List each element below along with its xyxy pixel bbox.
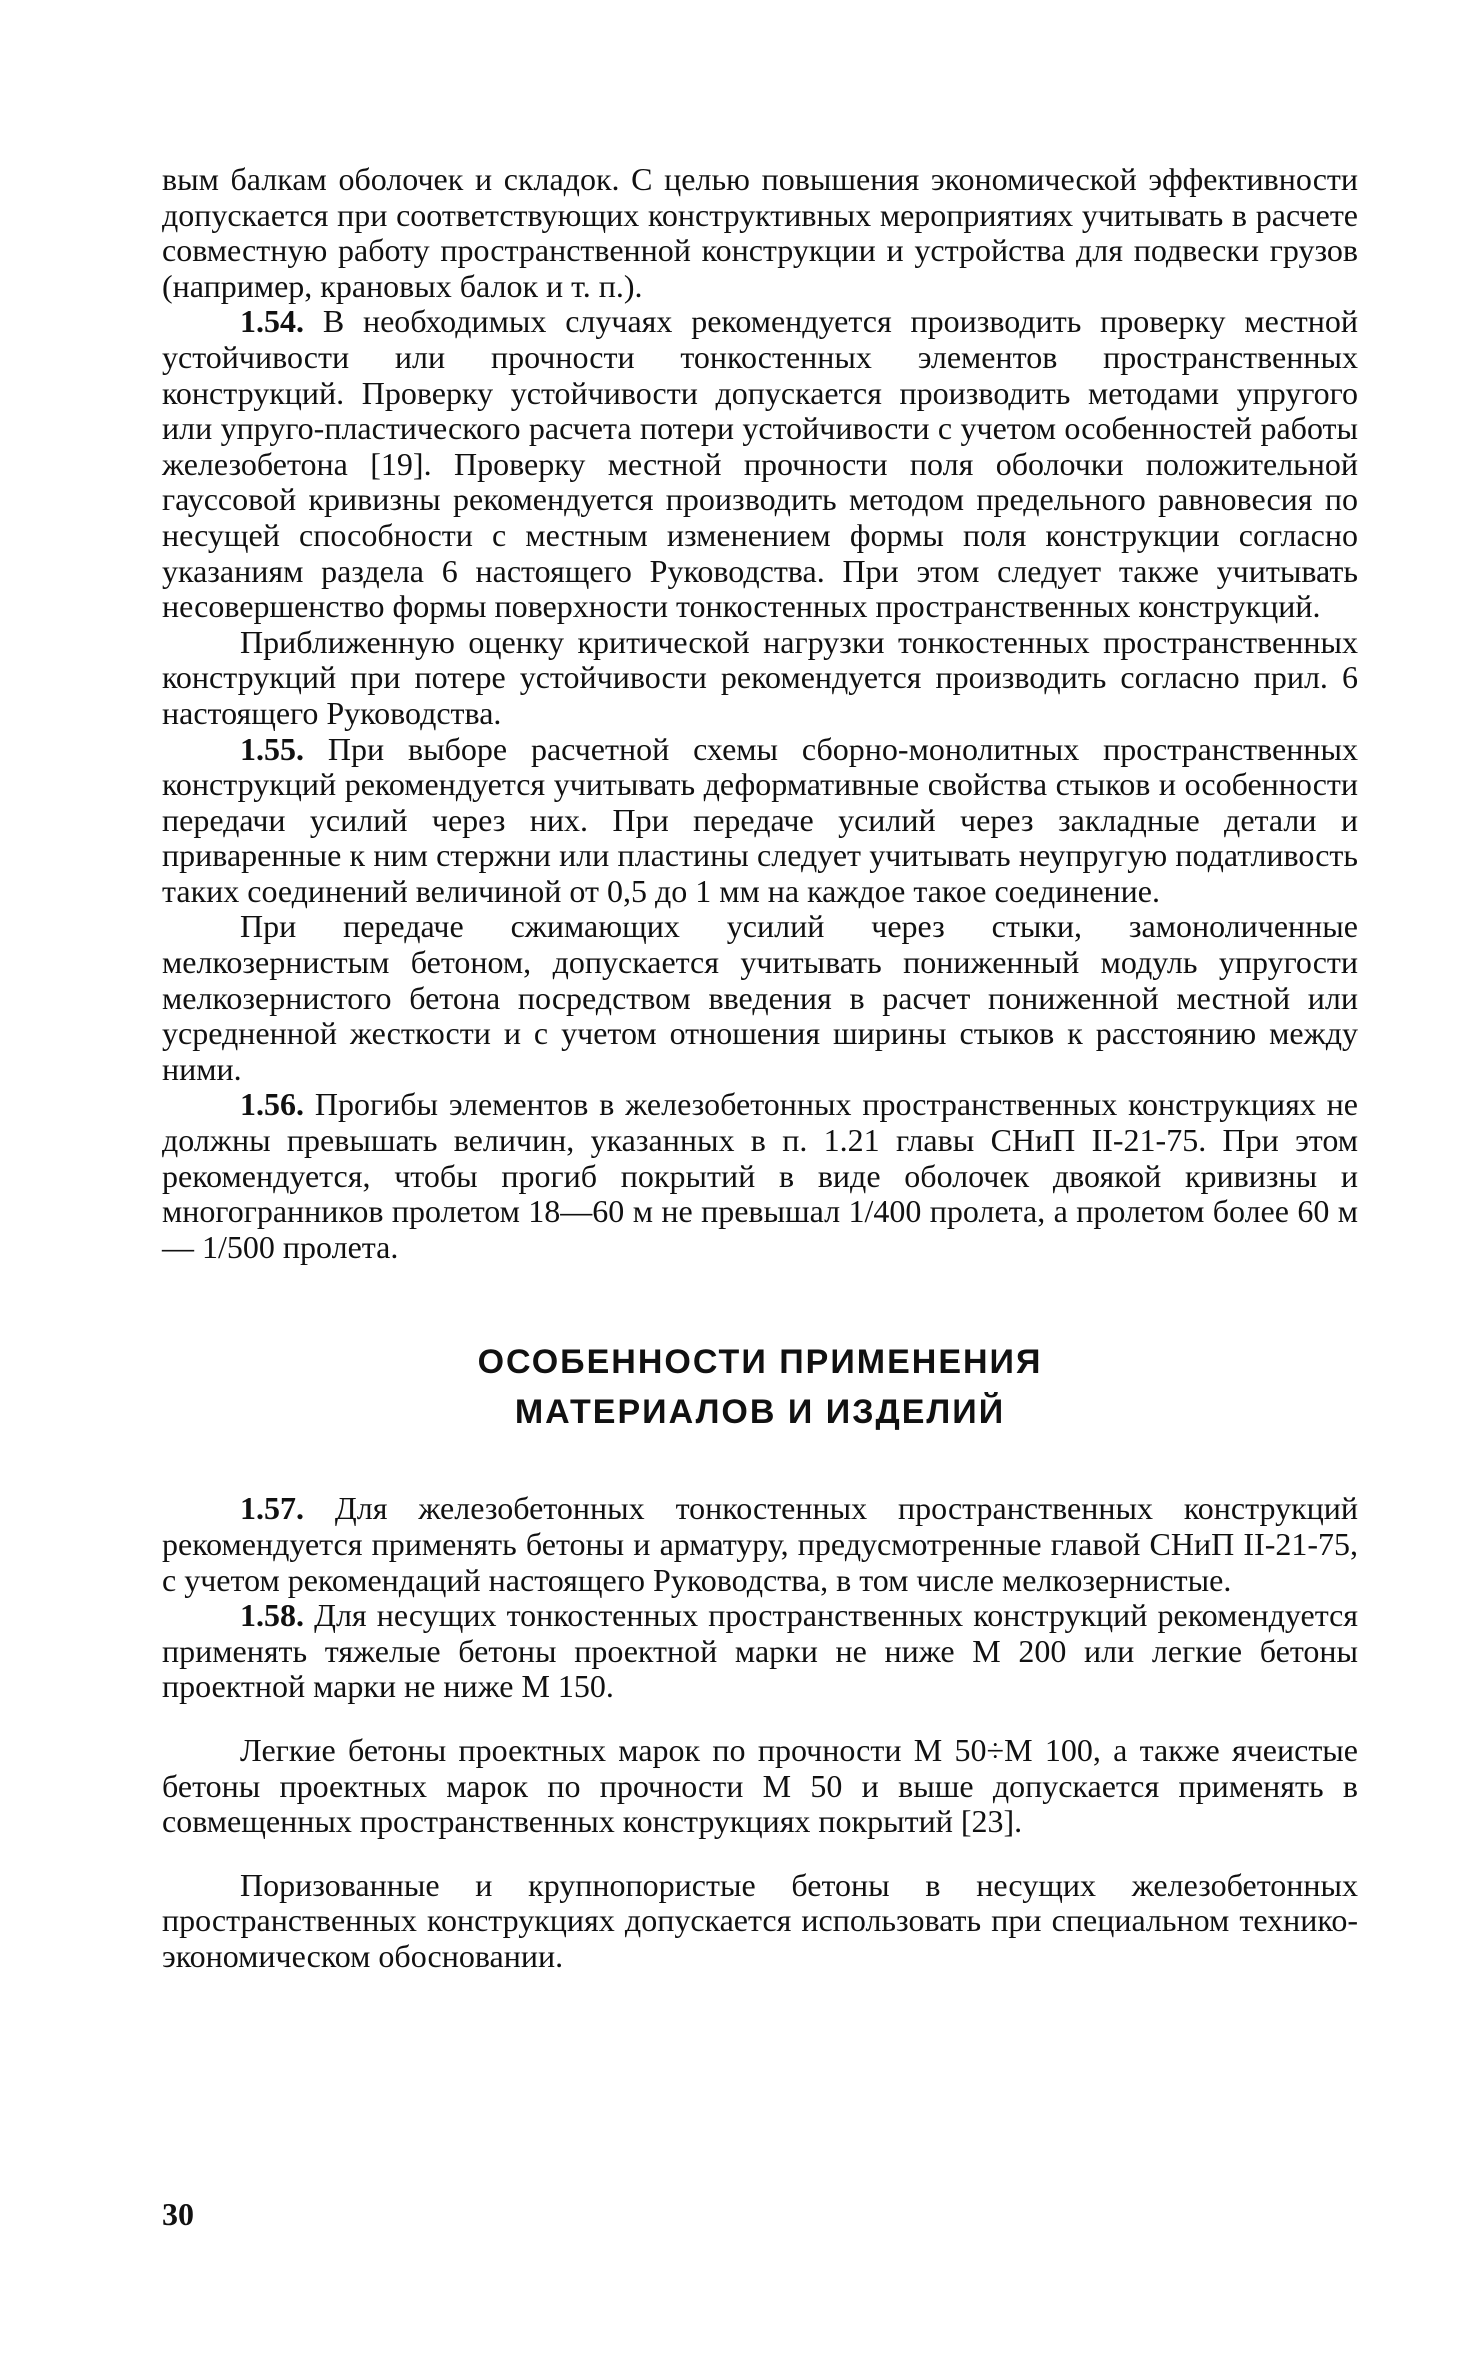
clause-number: 1.54. — [240, 303, 304, 340]
clause-number: 1.58. — [240, 1597, 304, 1634]
paragraph-1-54 — [162, 304, 1358, 624]
paragraph-continuation — [162, 162, 1358, 304]
paragraph-text: Для несущих тонкостенных пространственных конструкций рекомендуется применять тяжелые бетоны проектной марки не ниже М 200 или легкие бетоны проектной марки не ниже М 150. — [162, 1597, 1358, 1705]
clause-number: 1.55. — [240, 730, 304, 767]
paragraph-1-58 — [162, 1598, 1358, 1705]
paragraph-compressive-forces — [162, 909, 1358, 1087]
paragraph-text: В необходимых случаях рекомендуется производить проверку местной устойчивости или прочности тонкостенных элементов пространственных конструкций. Проверку устойчивости допускается производить методами упругого или упруго-пластического расчета потери устойчивости с учетом особенностей работы железобетона [19]. Проверку местной прочности поля оболочки положительной гауссовой кривизны рекомендуется производить методом предельного равновесия по несущей способности с местным изменением формы поля конструкции согласно указаниям раздела 6 настоящего Руководства. При этом следует также учитывать несовершенство формы поверхности тонкостенных пространственных конструкций. — [162, 303, 1358, 625]
paragraph-critical-load — [162, 625, 1358, 732]
page-content — [162, 162, 1358, 1975]
section-heading — [162, 1337, 1358, 1437]
paragraph-1-56 — [162, 1087, 1358, 1265]
paragraph-1-55 — [162, 732, 1358, 910]
clause-number: 1.57. — [240, 1490, 304, 1527]
paragraph-text: Для железобетонных тонкостенных пространственных конструкций рекомендуется применять бетоны и арматуру, предусмотренные главой СНиП II-21-75, с учетом рекомендаций настоящего Руководства, в том числе мелкозернистые. — [162, 1490, 1358, 1598]
paragraph-text: При передаче сжимающих усилий через стыки, замоноличенные мелкозернистым бетоном, допускается учитывать пониженный модуль упругости мелкозернистого бетона посредством введения в расчет пониженной местной или усредненной жесткости и с учетом отношения ширины стыков к расстоянию между ними. — [162, 908, 1358, 1087]
paragraph-spacer — [162, 1705, 1358, 1733]
paragraph-spacer — [162, 1840, 1358, 1868]
clause-number: 1.56. — [240, 1086, 304, 1123]
paragraph-text: Легкие бетоны проектных марок по прочности М 50÷М 100, а также ячеистые бетоны проектных марок по прочности М 50 и выше допускается применять в совмещенных пространственных конструкциях покрытий [23]. — [162, 1731, 1358, 1840]
page-number: 30 — [162, 2196, 194, 2232]
paragraph-text: При выборе расчетной схемы сборно-монолитных пространственных конструкций рекомендуется учитывать деформативные свойства стыков и особенности передачи усилий через них. При передаче усилий через закладные детали и приваренные к ним стержни или пластины следует учитывать неупругую податливость таких соединений величиной от 0,5 до 1 мм на каждое такое соединение. — [162, 730, 1358, 909]
section-heading-line-1: ОСОБЕННОСТИ ПРИМЕНЕНИЯ — [477, 1343, 1043, 1382]
paragraph-text: вым балкам оболочек и складок. С целью повышения экономической эффективности допускается при соответствующих конструктивных мероприятиях учитывать в расчете совместную работу пространственной конструкции и устройства для подвески грузов (например, крановых балок и т. п.). — [162, 161, 1358, 304]
paragraph-1-57 — [162, 1491, 1358, 1598]
paragraph-lightweight-concrete — [162, 1733, 1358, 1840]
paragraph-text: Поризованные и крупнопористые бетоны в несущих железобетонных пространственных конструкциях допускается использовать при специальном технико-экономическом обосновании. — [162, 1866, 1358, 1974]
section-heading-line-2: МАТЕРИАЛОВ И ИЗДЕЛИЙ — [514, 1393, 1006, 1432]
paragraph-text: Прогибы элементов в железобетонных пространственных конструкциях не должны превышать величин, указанных в п. 1.21 главы СНиП II-21-75. При этом рекомендуется, чтобы прогиб покрытий в виде оболочек двоякой кривизны и многогранников пролетом 18—60 м не превышал 1/400 пролета, а пролетом более 60 м — 1/500 пролета. — [162, 1086, 1358, 1265]
paragraph-text: Приближенную оценку критической нагрузки тонкостенных пространственных конструкций при потере устойчивости рекомендуется производить согласно прил. 6 настоящего Руководства. — [162, 623, 1358, 731]
paragraph-porous-concrete — [162, 1868, 1358, 1975]
